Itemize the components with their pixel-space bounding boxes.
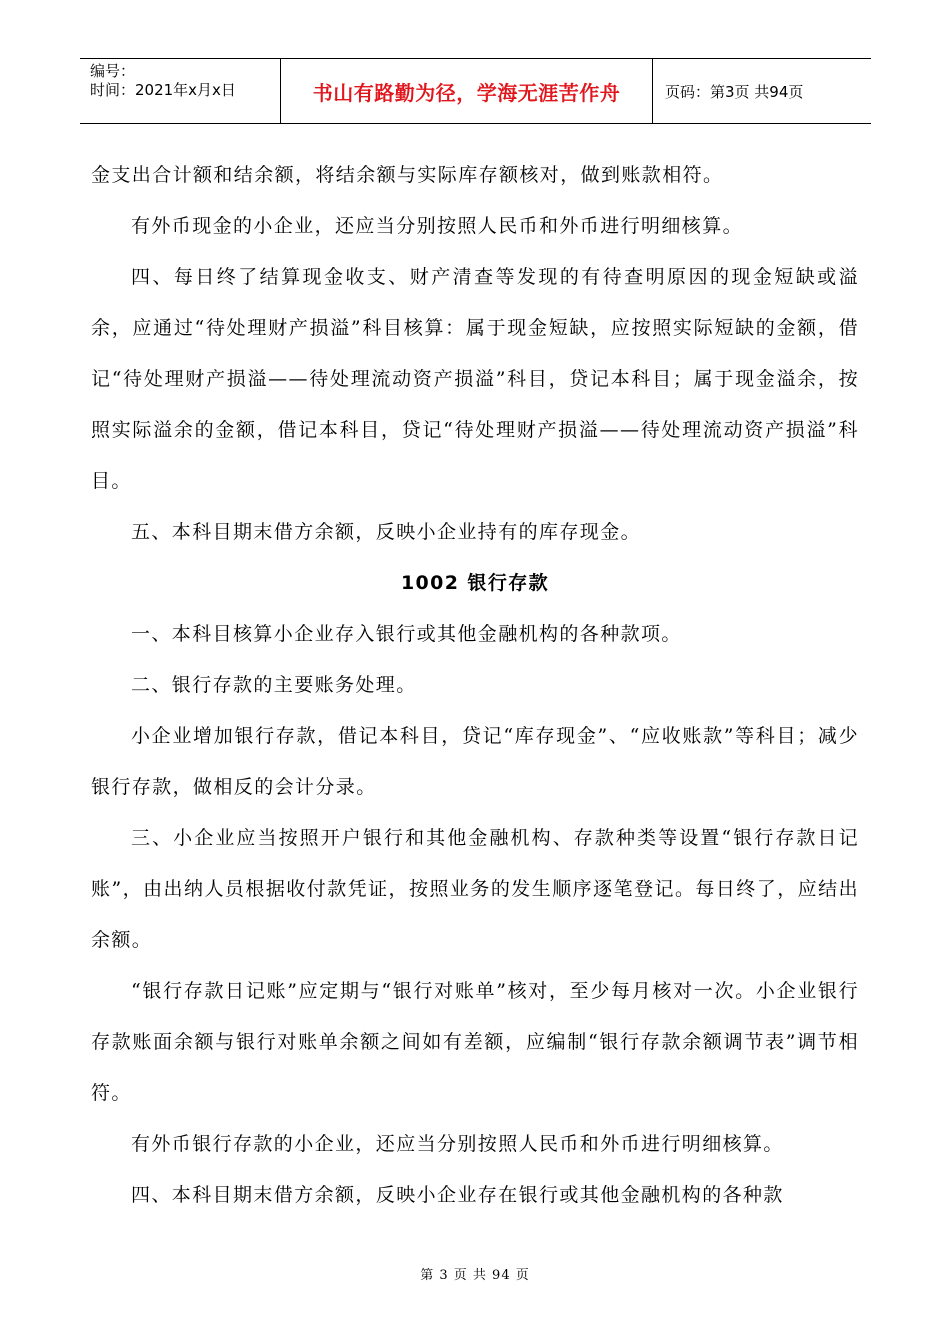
body-paragraph: 一、本科目核算小企业存入银行或其他金融机构的各种款项。: [131, 623, 682, 645]
body-paragraph: 三、小企业应当按照开户银行和其他金融机构、存款种类等设置“银行存款日记账”，由出纳人员根据收付款凭证，按照业务的发生顺序逐笔登记。每日终了，应结出余额。: [91, 827, 859, 951]
body-paragraph: “银行存款日记账”应定期与“银行对账单”核对，至少每月核对一次。小企业银行存款账面余额与银行对账单余额之间如有差额，应编制“银行存款余额调节表”调节相符。: [91, 980, 859, 1104]
body-paragraph: 有外币现金的小企业，还应当分别按照人民币和外币进行明细核算。: [131, 215, 744, 237]
page-header: [80, 58, 871, 124]
body-paragraph: 四、本科目期末借方余额，反映小企业存在银行或其他金融机构的各种款: [131, 1184, 784, 1206]
body-paragraph: 金支出合计额和结余额，将结余额与实际库存额核对，做到账款相符。: [91, 164, 724, 186]
header-meta-cell: [80, 59, 281, 123]
header-page-info: 页码：第3页 共94页: [665, 82, 804, 101]
serial-number-label: 编号：: [90, 62, 136, 80]
document-body: [91, 150, 859, 1221]
body-paragraph: 二、银行存款的主要账务处理。: [131, 674, 417, 696]
header-motto: 书山有路勤为径，学海无涯苦作舟: [281, 59, 653, 123]
body-paragraph: 四、每日终了结算现金收支、财产清查等发现的有待查明原因的现金短缺或溢余，应通过“待处理财产损溢”科目核算：属于现金短缺，应按照实际短缺的金额，借记“待处理财产损溢——待处理流动资产损溢”科目，贷记本科目；属于现金溢余，按照实际溢余的金额，借记本科目，贷记“待处理财产损溢——待处理流动资产损溢”科目。: [91, 266, 859, 492]
date-label: 时间：2021年x月x日: [90, 81, 236, 99]
section-heading: 1002 银行存款: [400, 572, 550, 594]
body-paragraph: 五、本科目期末借方余额，反映小企业持有的库存现金。: [131, 521, 642, 543]
body-paragraph: 有外币银行存款的小企业，还应当分别按照人民币和外币进行明细核算。: [131, 1133, 784, 1155]
body-paragraph: 小企业增加银行存款，借记本科目，贷记“库存现金”、“应收账款”等科目；减少银行存款，做相反的会计分录。: [91, 725, 859, 798]
page-footer: 第 3 页 共 94 页: [420, 1268, 530, 1283]
